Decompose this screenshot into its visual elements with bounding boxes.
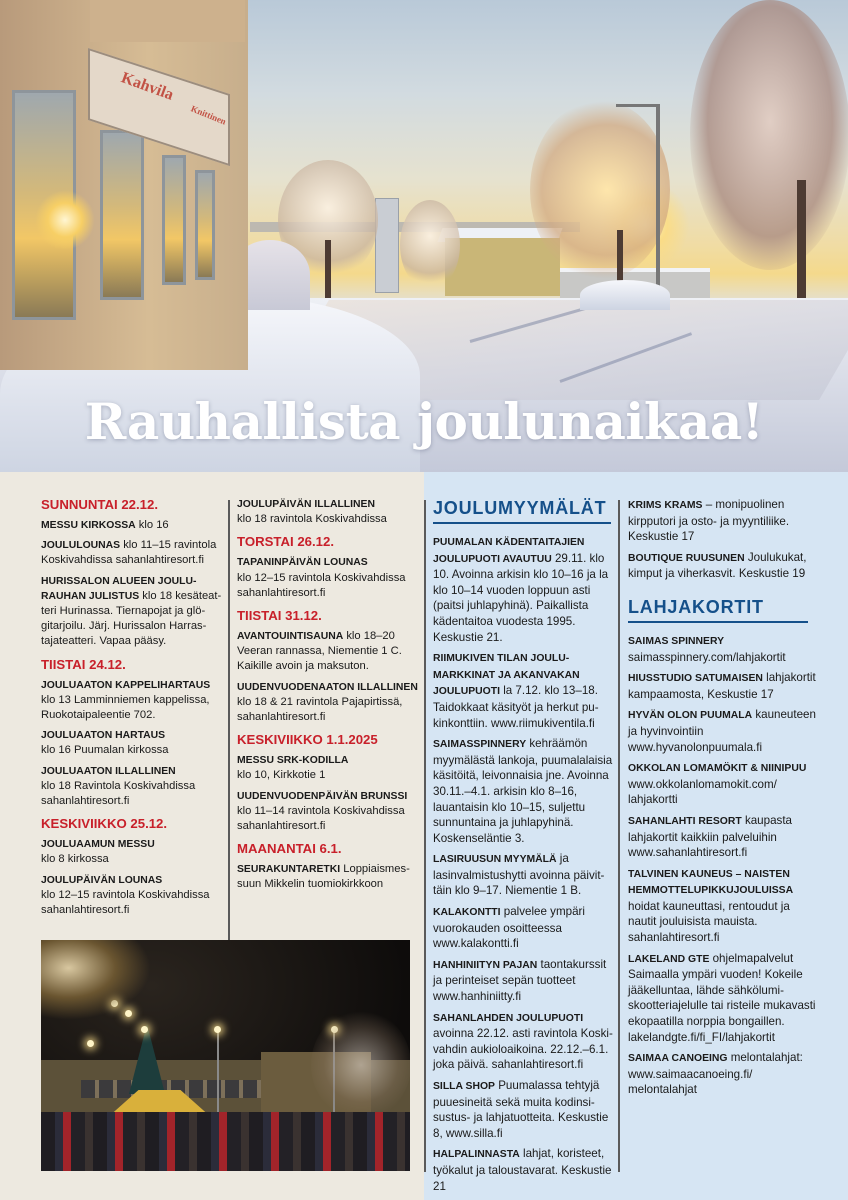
- shop-title: PUUMALAN KÄDENTAITAJIEN JOULUPUOTI AVAUTUU: [433, 537, 585, 565]
- event-text: klo 18–20 Veeran rannassa, Niementie 1 C. Kaikille avoin ja maksuton.: [237, 630, 402, 673]
- day-heading: SUNNUNTAI 22.12.: [41, 497, 159, 512]
- shops-heading: JOULUMYYMÄLÄT: [433, 497, 611, 524]
- giftcard-title: TALVINEN KAUNEUS – NAISTEN HEMMOTTELUPIKKUJOULUISSA: [628, 868, 794, 897]
- giftcard-text: melontalahjat: www.saimaacanoeing.fi/ melontalahjat: [628, 1051, 803, 1097]
- shop-entry: [433, 534, 615, 645]
- event-text: klo 18 ravintola Koskivahdissa: [237, 513, 387, 526]
- string-light: [87, 1040, 94, 1047]
- event-text: klo 18 Ravintola Koskivahdissa sahanlahtiresort.fi: [41, 779, 196, 808]
- giftcard-title: SAIMAA CANOEING: [628, 1053, 728, 1065]
- upper-windows: [90, 0, 245, 42]
- event-title: JOULUAAMUN MESSU: [41, 839, 155, 851]
- shop-text: 29.11. klo 10. Avoinna arkisin klo 10–16 ja la klo 10–14 vuoden loppuun asti (paitsi juhlapyhinä). Paikallista kädentaitoa vuodesta 1995. Keskustie 21.: [433, 551, 609, 644]
- event-entry: [41, 574, 225, 650]
- snowy-tree: [311, 1010, 410, 1120]
- event-title: TAPANINPÄIVÄN LOUNAS: [237, 557, 368, 569]
- event-entry: [237, 629, 421, 675]
- giftcard-text: www.okkolanlomamokit.com/ lahjakortti: [628, 777, 777, 807]
- event-text: klo 13 Lamminniemen kappelissa, Ruokotaipaleentie 702.: [41, 693, 210, 722]
- day-heading: MAANANTAI 6.1.: [237, 841, 342, 857]
- event-entry: [237, 753, 421, 783]
- frosty-tree: [690, 0, 848, 270]
- column-divider: [618, 500, 620, 1172]
- tree-trunk: [797, 180, 806, 310]
- event-text: klo 11–15 ravintola Koskivahdissa sahanlahtiresort.fi: [41, 539, 217, 567]
- event-entry: [237, 789, 421, 835]
- event-entry: [41, 728, 225, 758]
- event-entry: [41, 837, 225, 867]
- event-entry: [41, 764, 225, 810]
- tower: [375, 198, 399, 293]
- day-heading: TIISTAI 24.12.: [41, 656, 126, 672]
- streetlamp: [656, 106, 660, 314]
- sun-reflection: [35, 190, 95, 250]
- column-divider: [228, 500, 230, 940]
- giftcard-entry: [628, 866, 816, 946]
- cafe-window: [100, 130, 144, 300]
- giftcards-heading: LAHJAKORTIT: [628, 596, 808, 623]
- shops-column: [433, 497, 615, 1199]
- giftcard-entry: [628, 1050, 816, 1098]
- shop-entry: [433, 1078, 615, 1141]
- shop-text: ja lasinvalmistushytti avoinna päivittäin klo 9–17. Niementie 1 B.: [433, 852, 605, 898]
- shop-title: SAHANLAHDEN JOULUPUOTI: [433, 1012, 584, 1024]
- giftcard-entry: [628, 760, 816, 808]
- event-text: klo 12–15 ravintola Koskivahdissa sahanlahtiresort.fi: [237, 571, 406, 599]
- event-text: klo 18 & 21 ravintola Pajapirtissä, sahanlahtiresort.fi: [237, 695, 403, 724]
- shop-text: lahjat, koristeet, työkalut ja taloustavarat. Keskustie 21: [433, 1147, 612, 1193]
- giftcard-entry: [628, 951, 816, 1046]
- giftcard-title: HYVÄN OLON PUUMALA: [628, 710, 753, 722]
- day-heading: TORSTAI 26.12.: [237, 534, 334, 550]
- shop-title: SILLA SHOP: [433, 1081, 495, 1092]
- cafe-building: [0, 0, 248, 370]
- frosty-tree: [530, 100, 670, 280]
- shop-text: palvelee ympäri vuorokauden osoitteessa www.kalakontti.fi: [433, 905, 585, 951]
- day-heading: TIISTAI 31.12.: [237, 608, 322, 624]
- event-title: MESSU SRK-KODILLA: [237, 755, 349, 767]
- event-text: Loppiaismessuun Mikkelin tuomiokirkkoon: [237, 863, 410, 891]
- giftcard-text: ohjelmapalvelut Saimaalla ympäri vuoden! Kokeile jääkelluntaa, lähde sähkölumiskootteriajelulle tai risteile mukavasti ekopaatilla norppia bongaillen. lakelandgte.fi/fi_FI/lahjakortit: [628, 951, 816, 1044]
- giftcard-entry: [628, 670, 816, 702]
- shop-entry: [433, 904, 615, 952]
- shop-title: KRIMS KRAMS: [628, 500, 703, 511]
- event-title: JOULUPÄIVÄN LOUNAS: [41, 874, 163, 886]
- shop-entry: [628, 550, 816, 582]
- giftcard-title: SAIMAS SPINNERY: [628, 635, 725, 647]
- sign-text-kahvila: Kahvila: [118, 69, 176, 104]
- giftcard-text: hoidat kauneuttasi, rentoudut ja nautit jouluisista mauista. sahanlahtiresort.fi: [628, 899, 790, 945]
- event-entry: [41, 873, 225, 919]
- shop-entry: [433, 957, 615, 1005]
- event-entry: [237, 497, 421, 527]
- shop-title: HANHINIITYN PAJAN: [433, 959, 538, 971]
- giftcard-text: lahjakortit kampaamosta, Keskustie 17: [628, 671, 816, 701]
- event-entry: [237, 862, 421, 892]
- day-heading: KESKIVIIKKO 1.1.2025: [237, 732, 378, 748]
- event-title: JOULUAATON ILLALLINEN: [41, 765, 176, 777]
- giftcard-title: LAKELAND GTE: [628, 953, 710, 965]
- shop-text: la 7.12. klo 13–18. Taidokkaat käsityöt ja herkut pukinkonttiin. www.riimukiventila.fi: [433, 684, 599, 730]
- snowbank: [580, 280, 670, 310]
- event-text: klo 16: [135, 519, 169, 531]
- street-light: [214, 1026, 221, 1033]
- tree-star-light: [141, 1026, 148, 1033]
- calendar-column-2: [237, 497, 421, 898]
- christmas-tree: [129, 1024, 165, 1094]
- shop-title: KALAKONTTI: [433, 907, 501, 919]
- shop-entry: [433, 1146, 615, 1194]
- shop-text: – monipuolinen kirpputori ja osto- ja myyntiliike. Keskustie 17: [628, 498, 790, 544]
- shop-text: Puumalassa tehtyjä puuesineitä sekä muita kodinsisustus- ja lahjatuotteita. Keskustie 8, www.silla.fi: [433, 1079, 609, 1140]
- event-text: klo 18 kesäteatteri Hurinassa. Tiernapojat ja glögitarjoilu. Järj. Hurissalon Harrastajateatteri. Vapaa pääsy.: [41, 589, 222, 648]
- snowy-branch: [41, 940, 151, 1020]
- tree-trunk: [325, 240, 331, 298]
- shop-text: taontakurssit ja perinteiset sepän tuotteet www.hanhiniitty.fi: [433, 957, 607, 1004]
- christmas-market-photo: [41, 940, 410, 1171]
- event-entry: [41, 678, 225, 724]
- giftcard-title: HIUSSTUDIO SATUMAISEN: [628, 673, 763, 685]
- event-text: klo 10, Kirkkotie 1: [237, 769, 326, 782]
- shop-entry: [433, 736, 615, 846]
- shop-entry: [433, 1010, 615, 1073]
- event-text: klo 16 Puumalan kirkossa: [41, 744, 169, 757]
- day-heading: KESKIVIIKKO 25.12.: [41, 816, 168, 832]
- shop-title: HALPALINNASTA: [433, 1149, 520, 1161]
- event-entry: [41, 518, 225, 533]
- streetlamp-arm: [616, 104, 660, 107]
- hero-photo: [0, 0, 848, 472]
- shop-entry: [628, 497, 816, 545]
- frosty-tree: [400, 200, 460, 290]
- giftcard-entry: [628, 633, 816, 665]
- event-title: SEURAKUNTARETKI: [237, 864, 341, 876]
- shop-entry: [433, 851, 615, 899]
- column-divider: [424, 500, 426, 1172]
- giftcard-title: SAHANLAHTI RESORT: [628, 815, 742, 827]
- event-entry: [41, 538, 225, 568]
- giftcards-column: [628, 497, 816, 1103]
- event-text: klo 12–15 ravintola Koskivahdissa sahanlahtiresort.fi: [41, 888, 210, 917]
- event-title: HURISSALON ALUEEN JOULURAUHAN JULISTUS: [41, 575, 197, 602]
- sign-text-knittinen: Knittinen: [189, 103, 228, 127]
- shop-text: kehräämön myymälästä lankoja, puumalalaisia käsitöitä, leivonnaisia jne. Avoinna 30.11.–4.1. arkisin klo 8–16, lauantaisin klo 10–15, suljettu sunnuntaina ja juhlapyhinä. Koskenseläntie 3.: [433, 737, 613, 845]
- cafe-window: [195, 170, 215, 280]
- event-text: klo 11–14 ravintola Koskivahdissa sahanlahtiresort.fi: [237, 804, 405, 833]
- giftcard-title: OKKOLAN LOMAMÖKIT & NIINIPUU: [628, 763, 807, 775]
- giftcard-entry: [628, 813, 816, 861]
- event-title: JOULUAATON KAPPELIHARTAUS: [41, 679, 211, 691]
- cafe-window: [162, 155, 186, 285]
- shop-entry: [433, 650, 615, 731]
- event-text: klo 8 kirkossa: [41, 853, 109, 866]
- shop-text: Joulukukat, kimput ja viherkasvit. Keskustie 19: [628, 550, 807, 581]
- event-title: AVANTOUINTISAUNA: [237, 631, 344, 643]
- event-entry: [237, 680, 421, 726]
- shop-title: BOUTIQUE RUUSUNEN: [628, 552, 745, 564]
- giftcard-text: kaupasta lahjakortit kaikkiin palveluihin www.sahanlahtiresort.fi: [628, 813, 792, 860]
- event-entry: [237, 555, 421, 601]
- event-title: UUDENVUODENAATON ILLALLINEN: [237, 681, 418, 693]
- event-title: MESSU KIRKOSSA: [41, 520, 136, 531]
- calendar-column-1: [41, 497, 225, 923]
- event-title: JOULUAATON HARTAUS: [41, 730, 166, 742]
- page-title: Rauhallista joulunaikaa!: [84, 392, 764, 451]
- giftcard-entry: [628, 707, 816, 755]
- shop-text: avoinna 22.12. asti ravintola Koskivahdin aukioloaikoina. 22.12.–6.1. joka päivä. sahanlahtiresort.fi: [433, 1027, 613, 1072]
- giftcard-text: kauneuteen ja hyvinvointiin www.hyvanolonpuumala.fi: [628, 708, 816, 754]
- shop-title: SAIMASSPINNERY: [433, 739, 527, 751]
- crowd: [41, 1112, 410, 1171]
- event-title: UUDENVUODENPÄIVÄN BRUNSSI: [237, 790, 408, 802]
- yellow-house: [445, 238, 560, 296]
- event-title: JOULULOUNAS: [41, 540, 121, 552]
- giftcard-text: saimasspinnery.com/lahjakortit: [628, 650, 786, 664]
- shop-title: RIIMUKIVEN TILAN JOULUMARKKINAT JA AKANVAKAN JOULUPUOTI: [433, 653, 580, 698]
- shop-title: LASIRUUSUN MYYMÄLÄ: [433, 854, 557, 866]
- event-title: JOULUPÄIVÄN ILLALLINEN: [237, 499, 375, 510]
